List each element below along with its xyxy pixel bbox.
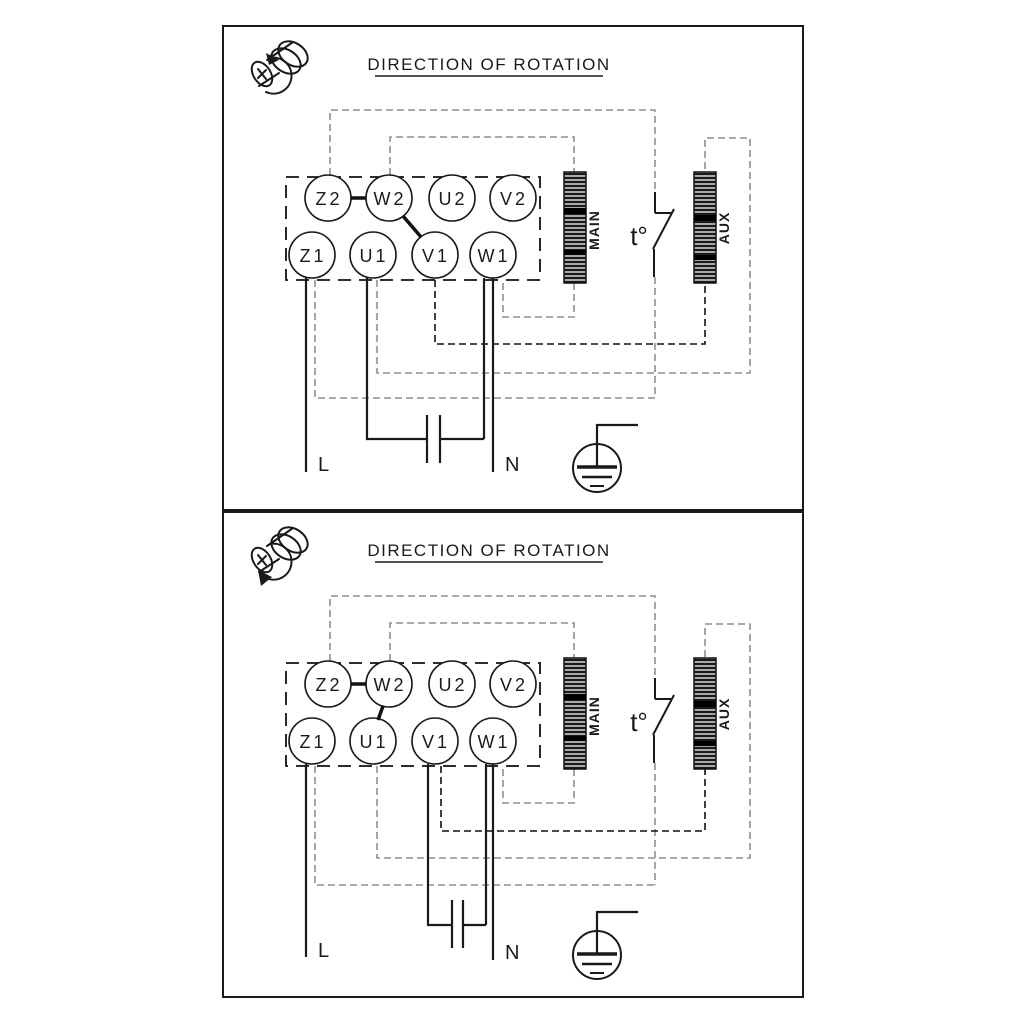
svg-text:Z2: Z2 [315,675,343,695]
main-coil-band [564,250,586,255]
terminal-z2 [305,175,351,221]
aux-coil-band [694,741,716,746]
line-label: L [318,940,330,962]
svg-text:W2: W2 [373,189,407,209]
svg-text:W1: W1 [477,732,511,752]
svg-text:W1: W1 [477,246,511,266]
svg-text:U1: U1 [359,732,389,752]
line-label: L [318,454,330,476]
terminal-w2 [366,175,412,221]
thermal-label: t° [630,221,648,251]
main-winding-label: MAIN [586,696,602,736]
neutral-label: N [505,942,520,964]
terminal-u2 [429,175,475,221]
main-coil-band [564,208,586,214]
aux-coil-band [694,255,716,260]
terminal-v1 [412,232,458,278]
aux-winding-label: AUX [716,697,732,731]
main-winding-coil [564,172,586,283]
svg-text:U2: U2 [438,189,468,209]
terminal-z1 [289,232,335,278]
svg-text:U2: U2 [438,675,468,695]
svg-text:Z2: Z2 [315,189,343,209]
terminal-z1 [289,718,335,764]
aux-coil-band [694,215,716,221]
terminal-w1 [470,232,516,278]
terminal-w2 [366,661,412,707]
svg-text:V2: V2 [499,675,529,695]
svg-text:W2: W2 [373,675,407,695]
aux-winding-coil [694,172,716,283]
svg-text:Z1: Z1 [299,732,327,752]
aux-winding-label: AUX [716,211,732,245]
svg-text:V1: V1 [421,246,451,266]
terminal-v2 [490,661,536,707]
terminal-u1 [350,718,396,764]
terminal-z2 [305,661,351,707]
main-winding-coil [564,658,586,769]
terminal-v2 [490,175,536,221]
svg-text:U1: U1 [359,246,389,266]
terminal-w1 [470,718,516,764]
diagram-panel-1 [222,25,804,511]
aux-winding-coil [694,658,716,769]
aux-coil-band [694,701,716,707]
terminal-v1 [412,718,458,764]
svg-text:Z1: Z1 [299,246,327,266]
panel-title: DIRECTION OF ROTATION [367,55,611,74]
panel-title: DIRECTION OF ROTATION [367,541,611,560]
main-winding-label: MAIN [586,210,602,250]
main-coil-band [564,694,586,700]
neutral-label: N [505,454,520,476]
svg-text:V2: V2 [499,189,529,209]
main-coil-band [564,736,586,741]
terminal-u2 [429,661,475,707]
thermal-label: t° [630,707,648,737]
terminal-u1 [350,232,396,278]
svg-text:V1: V1 [421,732,451,752]
diagram-panel-2 [222,511,804,998]
